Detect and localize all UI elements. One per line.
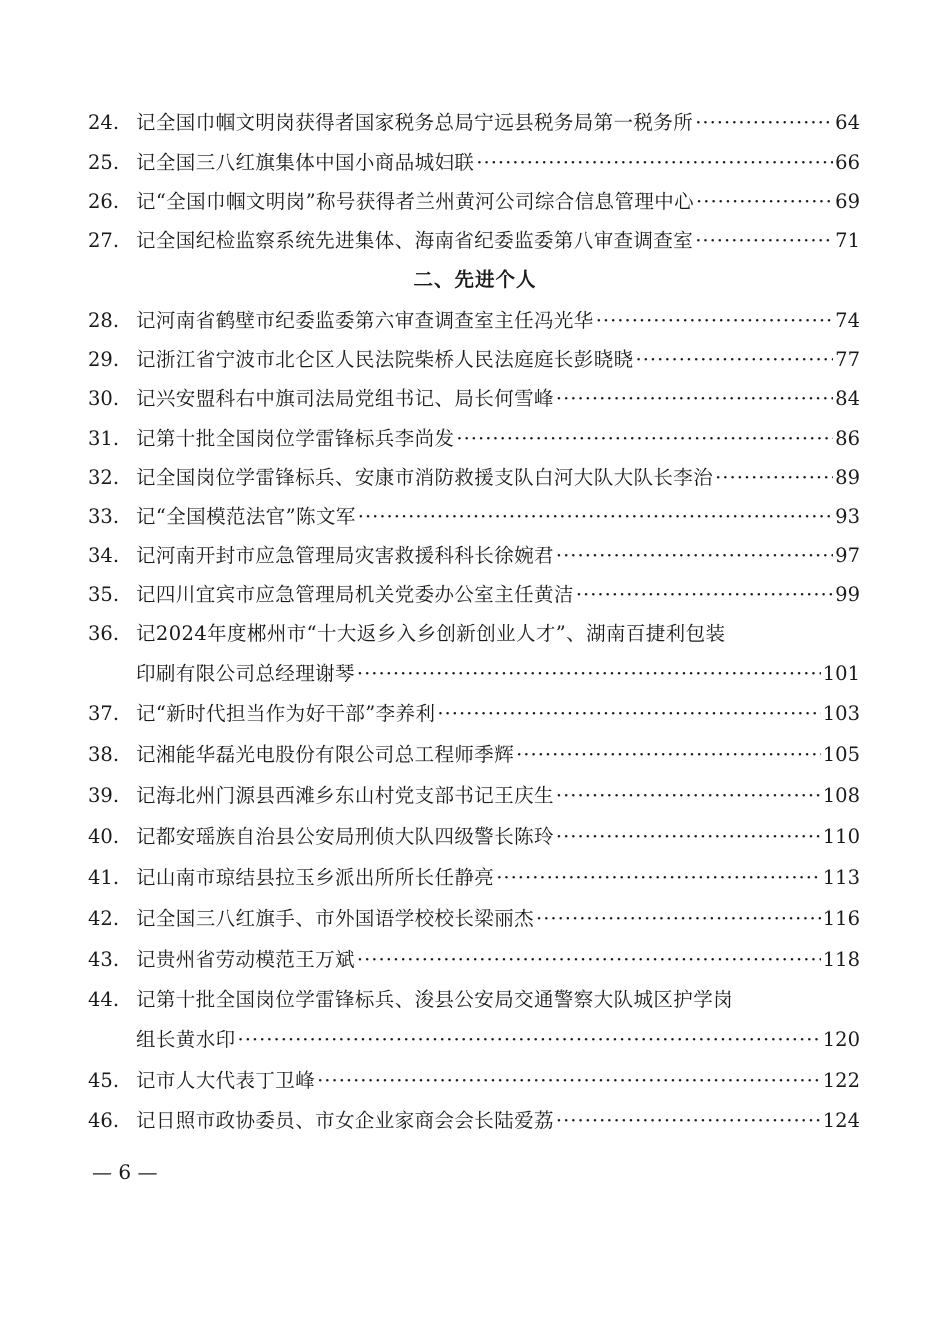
entry-number: 31. xyxy=(88,427,120,450)
entry-page-number: 101 xyxy=(822,662,860,685)
leader-dots xyxy=(715,463,833,493)
entry-number: 38. xyxy=(88,743,120,766)
leader-dots xyxy=(556,384,833,414)
entry-page-number: 110 xyxy=(822,825,860,848)
toc-entry xyxy=(88,985,860,1015)
leader-dots xyxy=(496,863,821,893)
page-number-footer: — 6 — xyxy=(92,1160,158,1184)
entry-page-number: 71 xyxy=(835,229,860,252)
leader-dots xyxy=(556,822,821,852)
entry-number: 39. xyxy=(88,784,120,807)
toc-entry xyxy=(88,463,860,493)
entry-title: 记“全国模范法官”陈文军 xyxy=(136,505,356,528)
section-heading: 二、先进个人 xyxy=(413,268,537,291)
leader-dots xyxy=(695,108,833,138)
entry-page-number: 124 xyxy=(822,1109,860,1132)
leader-dots xyxy=(596,306,833,336)
entry-number: 24. xyxy=(88,111,120,134)
entry-number: 43. xyxy=(88,948,120,971)
leader-dots xyxy=(576,580,833,610)
entry-title: 记山南市琼结县拉玉乡派出所所长任静亮 xyxy=(136,866,495,889)
entry-title: 记兴安盟科右中旗司法局党组书记、局长何雪峰 xyxy=(136,387,554,410)
entry-number: 30. xyxy=(88,387,120,410)
entry-number: 42. xyxy=(88,907,120,930)
toc-entry xyxy=(88,822,860,852)
entry-title: 记四川宜宾市应急管理局机关党委办公室主任黄洁 xyxy=(136,583,574,606)
entry-title: 记全国岗位学雷锋标兵、安康市消防救援支队白河大队大队长李治 xyxy=(136,466,714,489)
entry-number: 29. xyxy=(88,348,120,371)
entry-number: 25. xyxy=(88,151,120,174)
leader-dots xyxy=(358,502,833,532)
entry-title: 记河南开封市应急管理局灾害救援科科长徐婉君 xyxy=(136,544,554,567)
toc-entry xyxy=(88,904,860,934)
entry-title: 记2024年度郴州市“十大返乡入乡创新创业人才”、湖南百捷利包装 xyxy=(136,622,726,645)
entry-page-number: 89 xyxy=(835,466,860,489)
entry-number: 41. xyxy=(88,866,120,889)
entry-title: 记贵州省劳动模范王万斌 xyxy=(136,948,355,971)
entry-page-number: 66 xyxy=(835,151,860,174)
entry-number: 33. xyxy=(88,505,120,528)
toc-entry xyxy=(88,580,860,610)
entry-number: 40. xyxy=(88,825,120,848)
toc-entry xyxy=(88,740,860,770)
toc-entry xyxy=(88,945,860,975)
entry-number: 35. xyxy=(88,583,120,606)
entry-page-number: 108 xyxy=(822,784,860,807)
entry-title: 记全国三八红旗手、市外国语学校校长梁丽杰 xyxy=(136,907,535,930)
leader-dots xyxy=(456,424,833,454)
entry-number: 27. xyxy=(88,229,120,252)
toc-entry xyxy=(88,108,860,138)
entry-page-number: 93 xyxy=(835,505,860,528)
leader-dots xyxy=(437,699,820,729)
entry-title: 记第十批全国岗位学雷锋标兵、浚县公安局交通警察大队城区护学岗 xyxy=(136,988,734,1011)
leader-dots xyxy=(357,945,821,975)
entry-number: 32. xyxy=(88,466,120,489)
entry-title: 记日照市政协委员、市女企业家商会会长陆爱荔 xyxy=(136,1109,554,1132)
entry-title: 记“全国巾帼文明岗”称号获得者兰州黄河公司综合信息管理中心 xyxy=(136,190,695,213)
leader-dots xyxy=(536,904,821,934)
leader-dots xyxy=(556,541,833,571)
entry-number: 44. xyxy=(88,988,120,1011)
leader-dots xyxy=(695,226,833,256)
entry-title: 记全国巾帼文明岗获得者国家税务总局宁远县税务局第一税务所 xyxy=(136,111,694,134)
toc-entry xyxy=(88,345,860,375)
entry-page-number: 122 xyxy=(822,1069,860,1092)
entry-page-number: 103 xyxy=(822,702,860,725)
entry-page-number: 69 xyxy=(835,190,860,213)
toc-entry xyxy=(88,699,860,729)
toc-entry xyxy=(88,781,860,811)
entry-page-number: 99 xyxy=(835,583,860,606)
entry-title: 记海北州门源县西滩乡东山村党支部书记王庆生 xyxy=(136,784,554,807)
entry-title: 记市人大代表丁卫峰 xyxy=(136,1069,316,1092)
entry-page-number: 116 xyxy=(822,907,860,930)
entry-page-number: 118 xyxy=(822,948,860,971)
toc-entry-continuation xyxy=(88,1025,860,1055)
leader-dots xyxy=(696,187,833,217)
entry-title: 记浙江省宁波市北仑区人民法院柴桥人民法庭庭长彭晓晓 xyxy=(136,348,634,371)
entry-title: 组长黄水印 xyxy=(136,1028,236,1051)
leader-dots xyxy=(636,345,834,375)
entry-page-number: 84 xyxy=(835,387,860,410)
entry-page-number: 64 xyxy=(835,111,860,134)
toc-entry-continuation xyxy=(88,659,860,689)
entry-page-number: 105 xyxy=(822,743,860,766)
entry-title: 记第十批全国岗位学雷锋标兵李尚发 xyxy=(136,427,455,450)
entry-title: 记河南省鹤壁市纪委监委第六审查调查室主任冯光华 xyxy=(136,309,594,332)
entry-title: 记湘能华磊光电股份有限公司总工程师季辉 xyxy=(136,743,515,766)
entry-page-number: 74 xyxy=(835,309,860,332)
entry-page-number: 86 xyxy=(835,427,860,450)
entry-number: 28. xyxy=(88,309,120,332)
toc-entry xyxy=(88,226,860,256)
toc-entry xyxy=(88,148,860,178)
toc-entry xyxy=(88,541,860,571)
entry-number: 45. xyxy=(88,1069,120,1092)
leader-dots xyxy=(238,1025,821,1055)
entry-page-number: 113 xyxy=(822,866,860,889)
leader-dots xyxy=(357,659,821,689)
leader-dots xyxy=(516,740,821,770)
entry-title: 印刷有限公司总经理谢琴 xyxy=(136,662,355,685)
entry-page-number: 77 xyxy=(835,348,860,371)
entry-title: 记都安瑶族自治县公安局刑侦大队四级警长陈玲 xyxy=(136,825,554,848)
entry-number: 34. xyxy=(88,544,120,567)
toc-entry xyxy=(88,502,860,532)
toc-entry xyxy=(88,384,860,414)
leader-dots xyxy=(317,1066,821,1096)
toc-entry xyxy=(88,424,860,454)
toc-entry xyxy=(88,619,860,649)
entry-title: 记全国三八红旗集体中国小商品城妇联 xyxy=(136,151,475,174)
entry-number: 46. xyxy=(88,1109,120,1132)
entry-page-number: 97 xyxy=(835,544,860,567)
entry-number: 36. xyxy=(88,622,120,645)
toc-entry xyxy=(88,187,860,217)
entry-number: 26. xyxy=(88,190,120,213)
leader-dots xyxy=(476,148,833,178)
leader-dots xyxy=(556,781,821,811)
entry-title: 记全国纪检监察系统先进集体、海南省纪委监委第八审查调查室 xyxy=(136,229,694,252)
toc-entry xyxy=(88,306,860,336)
toc-entry xyxy=(88,863,860,893)
leader-dots xyxy=(556,1106,821,1136)
entry-title: 记“新时代担当作为好干部”李养利 xyxy=(136,702,436,725)
entry-page-number: 120 xyxy=(822,1028,860,1051)
toc-entry xyxy=(88,1106,860,1136)
entry-number: 37. xyxy=(88,702,120,725)
toc-entry xyxy=(88,1066,860,1096)
